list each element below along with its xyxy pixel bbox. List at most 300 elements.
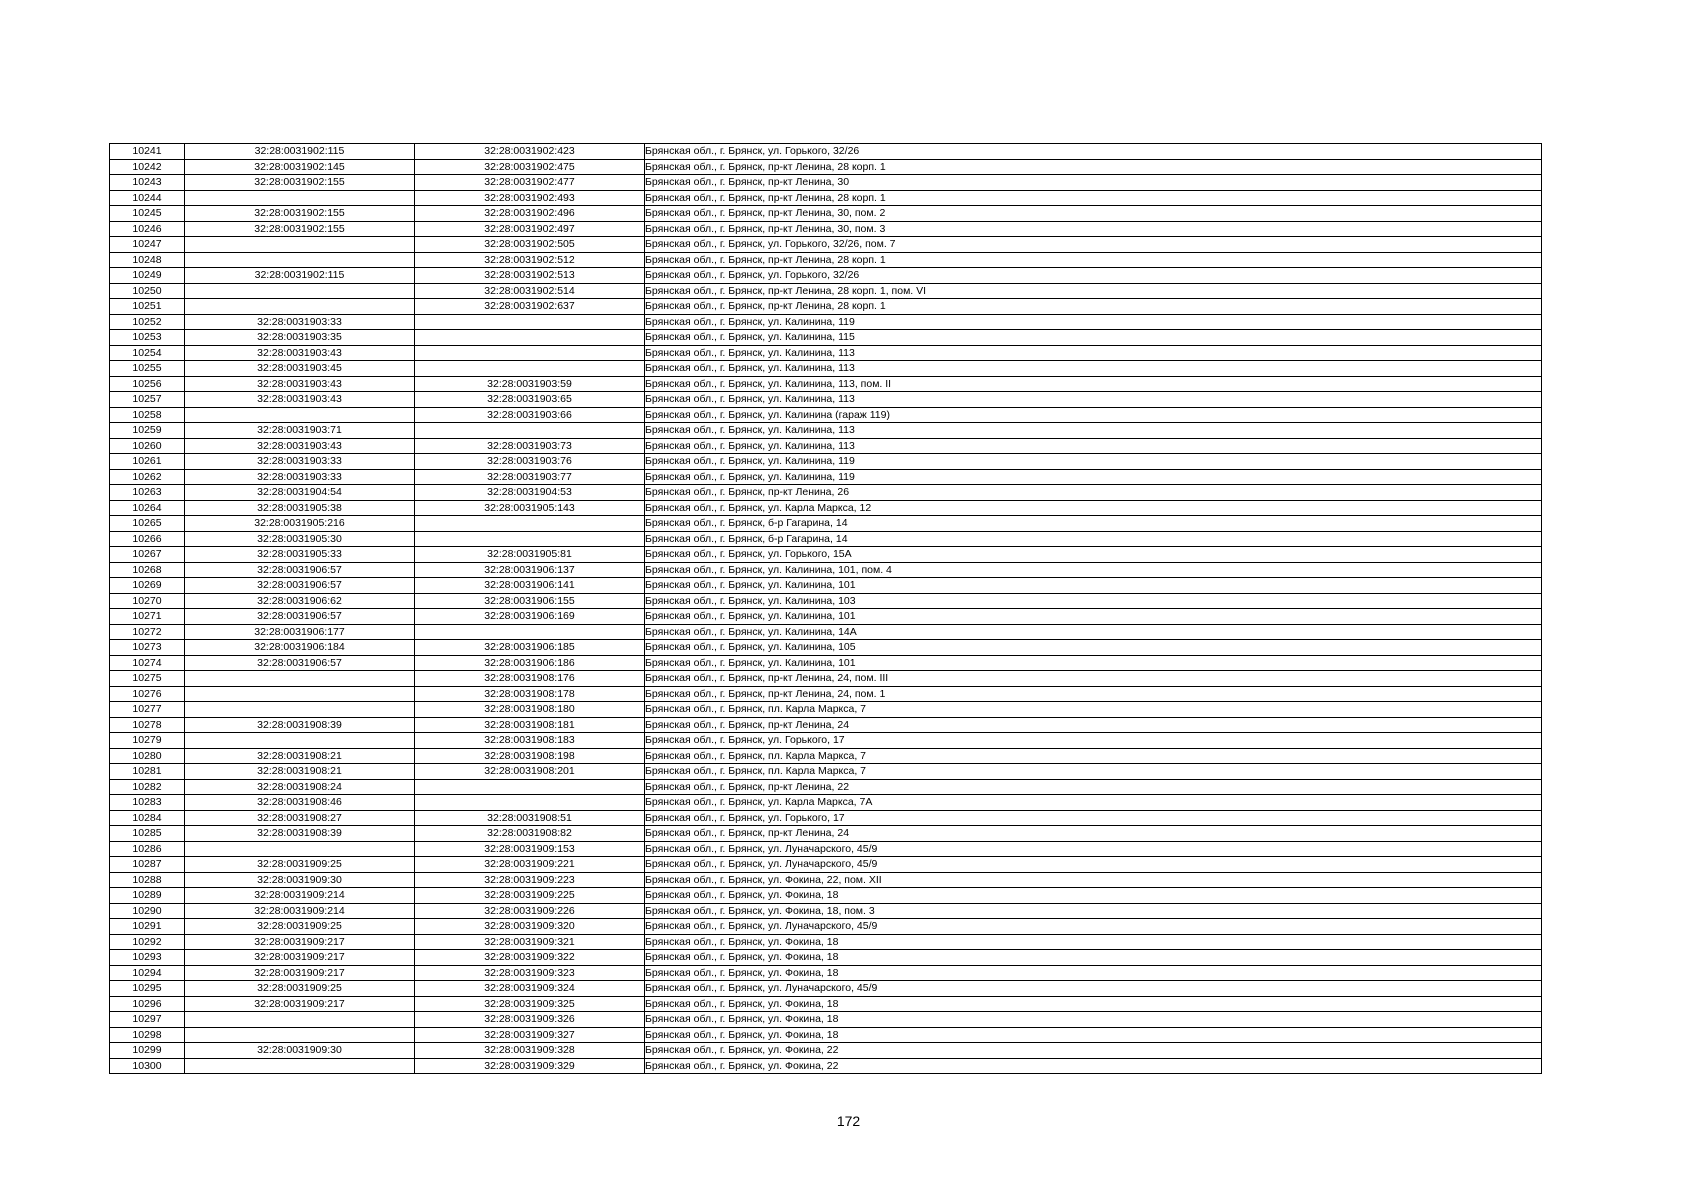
cadastral-number-cell: [415, 624, 645, 640]
parent-cadastral-number-cell: 32:28:0031905:216: [185, 516, 415, 532]
address-cell: Брянская обл., г. Брянск, пр-кт Ленина, 28 корп. 1: [645, 299, 1542, 315]
address-cell: Брянская обл., г. Брянск, ул. Горького, 17: [645, 810, 1542, 826]
parent-cadastral-number-cell: 32:28:0031909:217: [185, 996, 415, 1012]
page-number: 172: [836, 1113, 861, 1129]
cadastral-number-cell: 32:28:0031908:51: [415, 810, 645, 826]
cadastral-number-cell: 32:28:0031903:59: [415, 376, 645, 392]
cadastral-number-cell: 32:28:0031908:198: [415, 748, 645, 764]
row-number-cell: 10272: [110, 624, 185, 640]
parent-cadastral-number-cell: 32:28:0031908:24: [185, 779, 415, 795]
address-cell: Брянская обл., г. Брянск, ул. Калинина, 115: [645, 330, 1542, 346]
parent-cadastral-number-cell: [185, 299, 415, 315]
cadastral-number-cell: 32:28:0031902:496: [415, 206, 645, 222]
row-number-cell: 10248: [110, 252, 185, 268]
row-number-cell: 10242: [110, 159, 185, 175]
address-cell: Брянская обл., г. Брянск, ул. Фокина, 18: [645, 996, 1542, 1012]
row-number-cell: 10294: [110, 965, 185, 981]
row-number-cell: 10286: [110, 841, 185, 857]
cadastral-number-cell: 32:28:0031906:185: [415, 640, 645, 656]
table-row: [110, 562, 1542, 578]
row-number-cell: 10259: [110, 423, 185, 439]
table-row: [110, 1012, 1542, 1028]
cadastral-number-cell: [415, 314, 645, 330]
parent-cadastral-number-cell: 32:28:0031905:33: [185, 547, 415, 563]
address-cell: Брянская обл., г. Брянск, ул. Калинина, 113, пом. II: [645, 376, 1542, 392]
row-number-cell: 10244: [110, 190, 185, 206]
row-number-cell: 10284: [110, 810, 185, 826]
row-number-cell: 10264: [110, 500, 185, 516]
table-row: [110, 531, 1542, 547]
table-row: [110, 361, 1542, 377]
row-number-cell: 10267: [110, 547, 185, 563]
cadastral-number-cell: 32:28:0031903:65: [415, 392, 645, 408]
address-cell: Брянская обл., г. Брянск, б-р Гагарина, 14: [645, 516, 1542, 532]
cadastral-number-cell: [415, 779, 645, 795]
parent-cadastral-number-cell: [185, 733, 415, 749]
parent-cadastral-number-cell: 32:28:0031908:39: [185, 826, 415, 842]
address-cell: Брянская обл., г. Брянск, ул. Калинина, 103: [645, 593, 1542, 609]
address-cell: Брянская обл., г. Брянск, ул. Фокина, 18: [645, 934, 1542, 950]
address-cell: Брянская обл., г. Брянск, ул. Луначарского, 45/9: [645, 857, 1542, 873]
table-row: [110, 717, 1542, 733]
address-cell: Брянская обл., г. Брянск, пр-кт Ленина, 30, пом. 2: [645, 206, 1542, 222]
table-row: [110, 469, 1542, 485]
cadastral-number-cell: 32:28:0031902:512: [415, 252, 645, 268]
row-number-cell: 10280: [110, 748, 185, 764]
table-row: [110, 283, 1542, 299]
parent-cadastral-number-cell: 32:28:0031908:21: [185, 748, 415, 764]
row-number-cell: 10254: [110, 345, 185, 361]
table-row: [110, 1058, 1542, 1074]
address-cell: Брянская обл., г. Брянск, ул. Калинина, 101: [645, 655, 1542, 671]
row-number-cell: 10295: [110, 981, 185, 997]
table-row: [110, 423, 1542, 439]
cadastral-number-cell: 32:28:0031902:637: [415, 299, 645, 315]
parent-cadastral-number-cell: 32:28:0031902:115: [185, 268, 415, 284]
parent-cadastral-number-cell: 32:28:0031902:155: [185, 221, 415, 237]
address-cell: Брянская обл., г. Брянск, б-р Гагарина, 14: [645, 531, 1542, 547]
address-cell: Брянская обл., г. Брянск, пр-кт Ленина, 28 корп. 1: [645, 252, 1542, 268]
table-row: [110, 857, 1542, 873]
cadastral-number-cell: 32:28:0031906:137: [415, 562, 645, 578]
parent-cadastral-number-cell: [185, 190, 415, 206]
table-row: [110, 392, 1542, 408]
address-cell: Брянская обл., г. Брянск, ул. Фокина, 18: [645, 965, 1542, 981]
address-cell: Брянская обл., г. Брянск, ул. Калинина, 119: [645, 314, 1542, 330]
address-cell: Брянская обл., г. Брянск, ул. Фокина, 18, пом. 3: [645, 903, 1542, 919]
table-row: [110, 221, 1542, 237]
table-row: [110, 795, 1542, 811]
row-number-cell: 10250: [110, 283, 185, 299]
row-number-cell: 10251: [110, 299, 185, 315]
cadastral-number-cell: 32:28:0031909:153: [415, 841, 645, 857]
table-row: [110, 1027, 1542, 1043]
parent-cadastral-number-cell: 32:28:0031909:217: [185, 950, 415, 966]
row-number-cell: 10290: [110, 903, 185, 919]
cadastral-number-cell: 32:28:0031908:176: [415, 671, 645, 687]
cadastral-number-cell: 32:28:0031903:76: [415, 454, 645, 470]
row-number-cell: 10276: [110, 686, 185, 702]
row-number-cell: 10297: [110, 1012, 185, 1028]
table-row: [110, 810, 1542, 826]
row-number-cell: 10271: [110, 609, 185, 625]
row-number-cell: 10289: [110, 888, 185, 904]
table-row: [110, 671, 1542, 687]
row-number-cell: 10296: [110, 996, 185, 1012]
table-row: [110, 733, 1542, 749]
table-row: [110, 748, 1542, 764]
parent-cadastral-number-cell: 32:28:0031903:33: [185, 314, 415, 330]
parent-cadastral-number-cell: [185, 237, 415, 253]
address-cell: Брянская обл., г. Брянск, ул. Фокина, 18: [645, 1012, 1542, 1028]
parent-cadastral-number-cell: [185, 407, 415, 423]
cadastral-number-cell: 32:28:0031905:81: [415, 547, 645, 563]
address-cell: Брянская обл., г. Брянск, пл. Карла Маркса, 7: [645, 764, 1542, 780]
parent-cadastral-number-cell: 32:28:0031902:155: [185, 206, 415, 222]
table-row: [110, 376, 1542, 392]
row-number-cell: 10241: [110, 144, 185, 160]
address-cell: Брянская обл., г. Брянск, ул. Горького, 17: [645, 733, 1542, 749]
parent-cadastral-number-cell: 32:28:0031905:38: [185, 500, 415, 516]
table-row: [110, 593, 1542, 609]
row-number-cell: 10293: [110, 950, 185, 966]
cadastral-number-cell: 32:28:0031909:320: [415, 919, 645, 935]
parent-cadastral-number-cell: 32:28:0031905:30: [185, 531, 415, 547]
row-number-cell: 10277: [110, 702, 185, 718]
parent-cadastral-number-cell: 32:28:0031908:27: [185, 810, 415, 826]
row-number-cell: 10274: [110, 655, 185, 671]
cadastral-number-cell: 32:28:0031909:327: [415, 1027, 645, 1043]
table-row: [110, 702, 1542, 718]
cadastral-number-cell: 32:28:0031906:186: [415, 655, 645, 671]
parent-cadastral-number-cell: 32:28:0031903:71: [185, 423, 415, 439]
parent-cadastral-number-cell: 32:28:0031902:145: [185, 159, 415, 175]
cadastral-number-cell: 32:28:0031902:497: [415, 221, 645, 237]
parent-cadastral-number-cell: 32:28:0031906:57: [185, 609, 415, 625]
row-number-cell: 10287: [110, 857, 185, 873]
address-cell: Брянская обл., г. Брянск, ул. Калинина, 101: [645, 578, 1542, 594]
row-number-cell: 10281: [110, 764, 185, 780]
table-row: [110, 345, 1542, 361]
cadastral-number-cell: 32:28:0031902:513: [415, 268, 645, 284]
address-cell: Брянская обл., г. Брянск, ул. Горького, 32/26: [645, 144, 1542, 160]
cadastral-number-cell: 32:28:0031902:505: [415, 237, 645, 253]
parent-cadastral-number-cell: 32:28:0031908:21: [185, 764, 415, 780]
cadastral-number-cell: [415, 795, 645, 811]
address-cell: Брянская обл., г. Брянск, ул. Фокина, 18: [645, 888, 1542, 904]
cadastral-number-cell: [415, 423, 645, 439]
table-row: [110, 547, 1542, 563]
row-number-cell: 10288: [110, 872, 185, 888]
cadastral-number-cell: 32:28:0031909:225: [415, 888, 645, 904]
parent-cadastral-number-cell: 32:28:0031906:177: [185, 624, 415, 640]
parent-cadastral-number-cell: [185, 283, 415, 299]
address-cell: Брянская обл., г. Брянск, ул. Луначарского, 45/9: [645, 919, 1542, 935]
parent-cadastral-number-cell: 32:28:0031909:25: [185, 919, 415, 935]
address-cell: Брянская обл., г. Брянск, пр-кт Ленина, 28 корп. 1, пом. VI: [645, 283, 1542, 299]
table-row: [110, 144, 1542, 160]
row-number-cell: 10256: [110, 376, 185, 392]
address-cell: Брянская обл., г. Брянск, ул. Калинина, 113: [645, 423, 1542, 439]
row-number-cell: 10291: [110, 919, 185, 935]
cadastral-number-cell: 32:28:0031902:477: [415, 175, 645, 191]
cadastral-number-cell: 32:28:0031905:143: [415, 500, 645, 516]
cadastral-number-cell: 32:28:0031903:73: [415, 438, 645, 454]
address-cell: Брянская обл., г. Брянск, ул. Калинина, 105: [645, 640, 1542, 656]
address-cell: Брянская обл., г. Брянск, ул. Калинина, 119: [645, 469, 1542, 485]
row-number-cell: 10292: [110, 934, 185, 950]
table-row: [110, 330, 1542, 346]
cadastral-number-cell: 32:28:0031909:329: [415, 1058, 645, 1074]
table-row: [110, 996, 1542, 1012]
table-row: [110, 655, 1542, 671]
cadastral-number-cell: 32:28:0031909:226: [415, 903, 645, 919]
cadastral-number-cell: [415, 516, 645, 532]
cadastral-number-cell: 32:28:0031906:155: [415, 593, 645, 609]
address-cell: Брянская обл., г. Брянск, пр-кт Ленина, 24, пом. 1: [645, 686, 1542, 702]
row-number-cell: 10246: [110, 221, 185, 237]
table-row: [110, 919, 1542, 935]
row-number-cell: 10300: [110, 1058, 185, 1074]
table-row: [110, 299, 1542, 315]
address-cell: Брянская обл., г. Брянск, ул. Калинина, 14А: [645, 624, 1542, 640]
row-number-cell: 10269: [110, 578, 185, 594]
table-row: [110, 454, 1542, 470]
row-number-cell: 10270: [110, 593, 185, 609]
address-cell: Брянская обл., г. Брянск, пр-кт Ленина, 28 корп. 1: [645, 159, 1542, 175]
address-cell: Брянская обл., г. Брянск, ул. Фокина, 18: [645, 950, 1542, 966]
row-number-cell: 10279: [110, 733, 185, 749]
row-number-cell: 10278: [110, 717, 185, 733]
parent-cadastral-number-cell: 32:28:0031909:217: [185, 965, 415, 981]
parent-cadastral-number-cell: [185, 1058, 415, 1074]
address-cell: Брянская обл., г. Брянск, ул. Калинина, 101, пом. 4: [645, 562, 1542, 578]
parent-cadastral-number-cell: 32:28:0031903:45: [185, 361, 415, 377]
cadastral-number-cell: 32:28:0031908:201: [415, 764, 645, 780]
address-cell: Брянская обл., г. Брянск, ул. Горького, 15А: [645, 547, 1542, 563]
parent-cadastral-number-cell: 32:28:0031909:214: [185, 903, 415, 919]
parent-cadastral-number-cell: 32:28:0031902:155: [185, 175, 415, 191]
address-cell: Брянская обл., г. Брянск, ул. Фокина, 22, пом. XII: [645, 872, 1542, 888]
cadastral-number-cell: [415, 330, 645, 346]
parent-cadastral-number-cell: [185, 671, 415, 687]
cadastral-number-cell: 32:28:0031906:169: [415, 609, 645, 625]
cadastral-number-cell: 32:28:0031909:223: [415, 872, 645, 888]
parent-cadastral-number-cell: 32:28:0031909:214: [185, 888, 415, 904]
table-row: [110, 965, 1542, 981]
row-number-cell: 10298: [110, 1027, 185, 1043]
row-number-cell: 10255: [110, 361, 185, 377]
cadastral-number-cell: 32:28:0031909:326: [415, 1012, 645, 1028]
row-number-cell: 10282: [110, 779, 185, 795]
registry-table: [109, 143, 1542, 1074]
row-number-cell: 10249: [110, 268, 185, 284]
row-number-cell: 10268: [110, 562, 185, 578]
address-cell: Брянская обл., г. Брянск, пр-кт Ленина, 26: [645, 485, 1542, 501]
registry-table-body: [110, 144, 1542, 1074]
cadastral-number-cell: 32:28:0031902:514: [415, 283, 645, 299]
parent-cadastral-number-cell: 32:28:0031904:54: [185, 485, 415, 501]
cadastral-number-cell: 32:28:0031908:178: [415, 686, 645, 702]
table-row: [110, 950, 1542, 966]
cadastral-number-cell: 32:28:0031908:180: [415, 702, 645, 718]
address-cell: Брянская обл., г. Брянск, ул. Калинина, 113: [645, 345, 1542, 361]
parent-cadastral-number-cell: 32:28:0031909:30: [185, 872, 415, 888]
cadastral-number-cell: 32:28:0031909:328: [415, 1043, 645, 1059]
cadastral-number-cell: 32:28:0031902:493: [415, 190, 645, 206]
table-row: [110, 252, 1542, 268]
row-number-cell: 10258: [110, 407, 185, 423]
row-number-cell: 10299: [110, 1043, 185, 1059]
parent-cadastral-number-cell: 32:28:0031903:43: [185, 376, 415, 392]
table-row: [110, 779, 1542, 795]
address-cell: Брянская обл., г. Брянск, ул. Фокина, 22: [645, 1058, 1542, 1074]
parent-cadastral-number-cell: 32:28:0031908:46: [185, 795, 415, 811]
table-row: [110, 206, 1542, 222]
address-cell: Брянская обл., г. Брянск, пл. Карла Маркса, 7: [645, 748, 1542, 764]
address-cell: Брянская обл., г. Брянск, пр-кт Ленина, 24: [645, 826, 1542, 842]
table-row: [110, 872, 1542, 888]
address-cell: Брянская обл., г. Брянск, ул. Карла Маркса, 7А: [645, 795, 1542, 811]
table-row: [110, 1043, 1542, 1059]
cadastral-number-cell: 32:28:0031909:321: [415, 934, 645, 950]
address-cell: Брянская обл., г. Брянск, пл. Карла Маркса, 7: [645, 702, 1542, 718]
cadastral-number-cell: [415, 345, 645, 361]
table-row: [110, 624, 1542, 640]
table-row: [110, 516, 1542, 532]
parent-cadastral-number-cell: 32:28:0031909:25: [185, 981, 415, 997]
row-number-cell: 10283: [110, 795, 185, 811]
address-cell: Брянская обл., г. Брянск, ул. Фокина, 22: [645, 1043, 1542, 1059]
parent-cadastral-number-cell: [185, 841, 415, 857]
cadastral-number-cell: 32:28:0031906:141: [415, 578, 645, 594]
table-row: [110, 237, 1542, 253]
parent-cadastral-number-cell: [185, 702, 415, 718]
address-cell: Брянская обл., г. Брянск, ул. Луначарского, 45/9: [645, 841, 1542, 857]
parent-cadastral-number-cell: 32:28:0031903:33: [185, 469, 415, 485]
table-row: [110, 686, 1542, 702]
address-cell: Брянская обл., г. Брянск, пр-кт Ленина, 28 корп. 1: [645, 190, 1542, 206]
row-number-cell: 10252: [110, 314, 185, 330]
table-row: [110, 438, 1542, 454]
address-cell: Брянская обл., г. Брянск, ул. Калинина, 113: [645, 438, 1542, 454]
row-number-cell: 10262: [110, 469, 185, 485]
row-number-cell: 10245: [110, 206, 185, 222]
address-cell: Брянская обл., г. Брянск, ул. Калинина (гараж 119): [645, 407, 1542, 423]
table-row: [110, 268, 1542, 284]
cadastral-number-cell: [415, 531, 645, 547]
address-cell: Брянская обл., г. Брянск, пр-кт Ленина, 22: [645, 779, 1542, 795]
parent-cadastral-number-cell: 32:28:0031906:57: [185, 578, 415, 594]
table-row: [110, 888, 1542, 904]
table-row: [110, 934, 1542, 950]
address-cell: Брянская обл., г. Брянск, пр-кт Ленина, 30: [645, 175, 1542, 191]
table-row: [110, 578, 1542, 594]
address-cell: Брянская обл., г. Брянск, ул. Горького, 32/26, пом. 7: [645, 237, 1542, 253]
parent-cadastral-number-cell: 32:28:0031903:43: [185, 345, 415, 361]
table-row: [110, 981, 1542, 997]
cadastral-number-cell: 32:28:0031909:323: [415, 965, 645, 981]
cadastral-number-cell: 32:28:0031902:423: [415, 144, 645, 160]
row-number-cell: 10243: [110, 175, 185, 191]
table-row: [110, 190, 1542, 206]
cadastral-number-cell: 32:28:0031909:324: [415, 981, 645, 997]
row-number-cell: 10263: [110, 485, 185, 501]
parent-cadastral-number-cell: 32:28:0031903:35: [185, 330, 415, 346]
row-number-cell: 10261: [110, 454, 185, 470]
address-cell: Брянская обл., г. Брянск, ул. Горького, 32/26: [645, 268, 1542, 284]
table-row: [110, 826, 1542, 842]
address-cell: Брянская обл., г. Брянск, ул. Калинина, 101: [645, 609, 1542, 625]
cadastral-number-cell: 32:28:0031909:325: [415, 996, 645, 1012]
parent-cadastral-number-cell: 32:28:0031909:30: [185, 1043, 415, 1059]
cadastral-number-cell: 32:28:0031902:475: [415, 159, 645, 175]
parent-cadastral-number-cell: 32:28:0031903:33: [185, 454, 415, 470]
cadastral-number-cell: 32:28:0031908:181: [415, 717, 645, 733]
parent-cadastral-number-cell: 32:28:0031906:62: [185, 593, 415, 609]
parent-cadastral-number-cell: 32:28:0031906:57: [185, 562, 415, 578]
table-row: [110, 500, 1542, 516]
address-cell: Брянская обл., г. Брянск, ул. Калинина, 113: [645, 392, 1542, 408]
parent-cadastral-number-cell: 32:28:0031909:25: [185, 857, 415, 873]
row-number-cell: 10247: [110, 237, 185, 253]
table-row: [110, 407, 1542, 423]
parent-cadastral-number-cell: 32:28:0031906:184: [185, 640, 415, 656]
cadastral-number-cell: 32:28:0031908:183: [415, 733, 645, 749]
table-row: [110, 314, 1542, 330]
cadastral-number-cell: [415, 361, 645, 377]
table-row: [110, 841, 1542, 857]
cadastral-number-cell: 32:28:0031908:82: [415, 826, 645, 842]
parent-cadastral-number-cell: 32:28:0031903:43: [185, 438, 415, 454]
parent-cadastral-number-cell: 32:28:0031908:39: [185, 717, 415, 733]
table-row: [110, 159, 1542, 175]
table-row: [110, 764, 1542, 780]
address-cell: Брянская обл., г. Брянск, пр-кт Ленина, 24: [645, 717, 1542, 733]
table-row: [110, 609, 1542, 625]
address-cell: Брянская обл., г. Брянск, ул. Карла Маркса, 12: [645, 500, 1542, 516]
row-number-cell: 10285: [110, 826, 185, 842]
parent-cadastral-number-cell: [185, 686, 415, 702]
row-number-cell: 10253: [110, 330, 185, 346]
parent-cadastral-number-cell: [185, 252, 415, 268]
address-cell: Брянская обл., г. Брянск, ул. Фокина, 18: [645, 1027, 1542, 1043]
address-cell: Брянская обл., г. Брянск, пр-кт Ленина, 30, пом. 3: [645, 221, 1542, 237]
parent-cadastral-number-cell: [185, 1012, 415, 1028]
row-number-cell: 10275: [110, 671, 185, 687]
table-row: [110, 175, 1542, 191]
row-number-cell: 10260: [110, 438, 185, 454]
row-number-cell: 10273: [110, 640, 185, 656]
cadastral-number-cell: 32:28:0031904:53: [415, 485, 645, 501]
parent-cadastral-number-cell: 32:28:0031902:115: [185, 144, 415, 160]
cadastral-number-cell: 32:28:0031909:221: [415, 857, 645, 873]
table-row: [110, 640, 1542, 656]
parent-cadastral-number-cell: 32:28:0031909:217: [185, 934, 415, 950]
address-cell: Брянская обл., г. Брянск, ул. Калинина, 113: [645, 361, 1542, 377]
row-number-cell: 10257: [110, 392, 185, 408]
table-row: [110, 903, 1542, 919]
cadastral-number-cell: 32:28:0031909:322: [415, 950, 645, 966]
table-row: [110, 485, 1542, 501]
parent-cadastral-number-cell: [185, 1027, 415, 1043]
cadastral-number-cell: 32:28:0031903:66: [415, 407, 645, 423]
cadastral-number-cell: 32:28:0031903:77: [415, 469, 645, 485]
address-cell: Брянская обл., г. Брянск, ул. Калинина, 119: [645, 454, 1542, 470]
row-number-cell: 10265: [110, 516, 185, 532]
address-cell: Брянская обл., г. Брянск, ул. Луначарского, 45/9: [645, 981, 1542, 997]
address-cell: Брянская обл., г. Брянск, пр-кт Ленина, 24, пом. III: [645, 671, 1542, 687]
